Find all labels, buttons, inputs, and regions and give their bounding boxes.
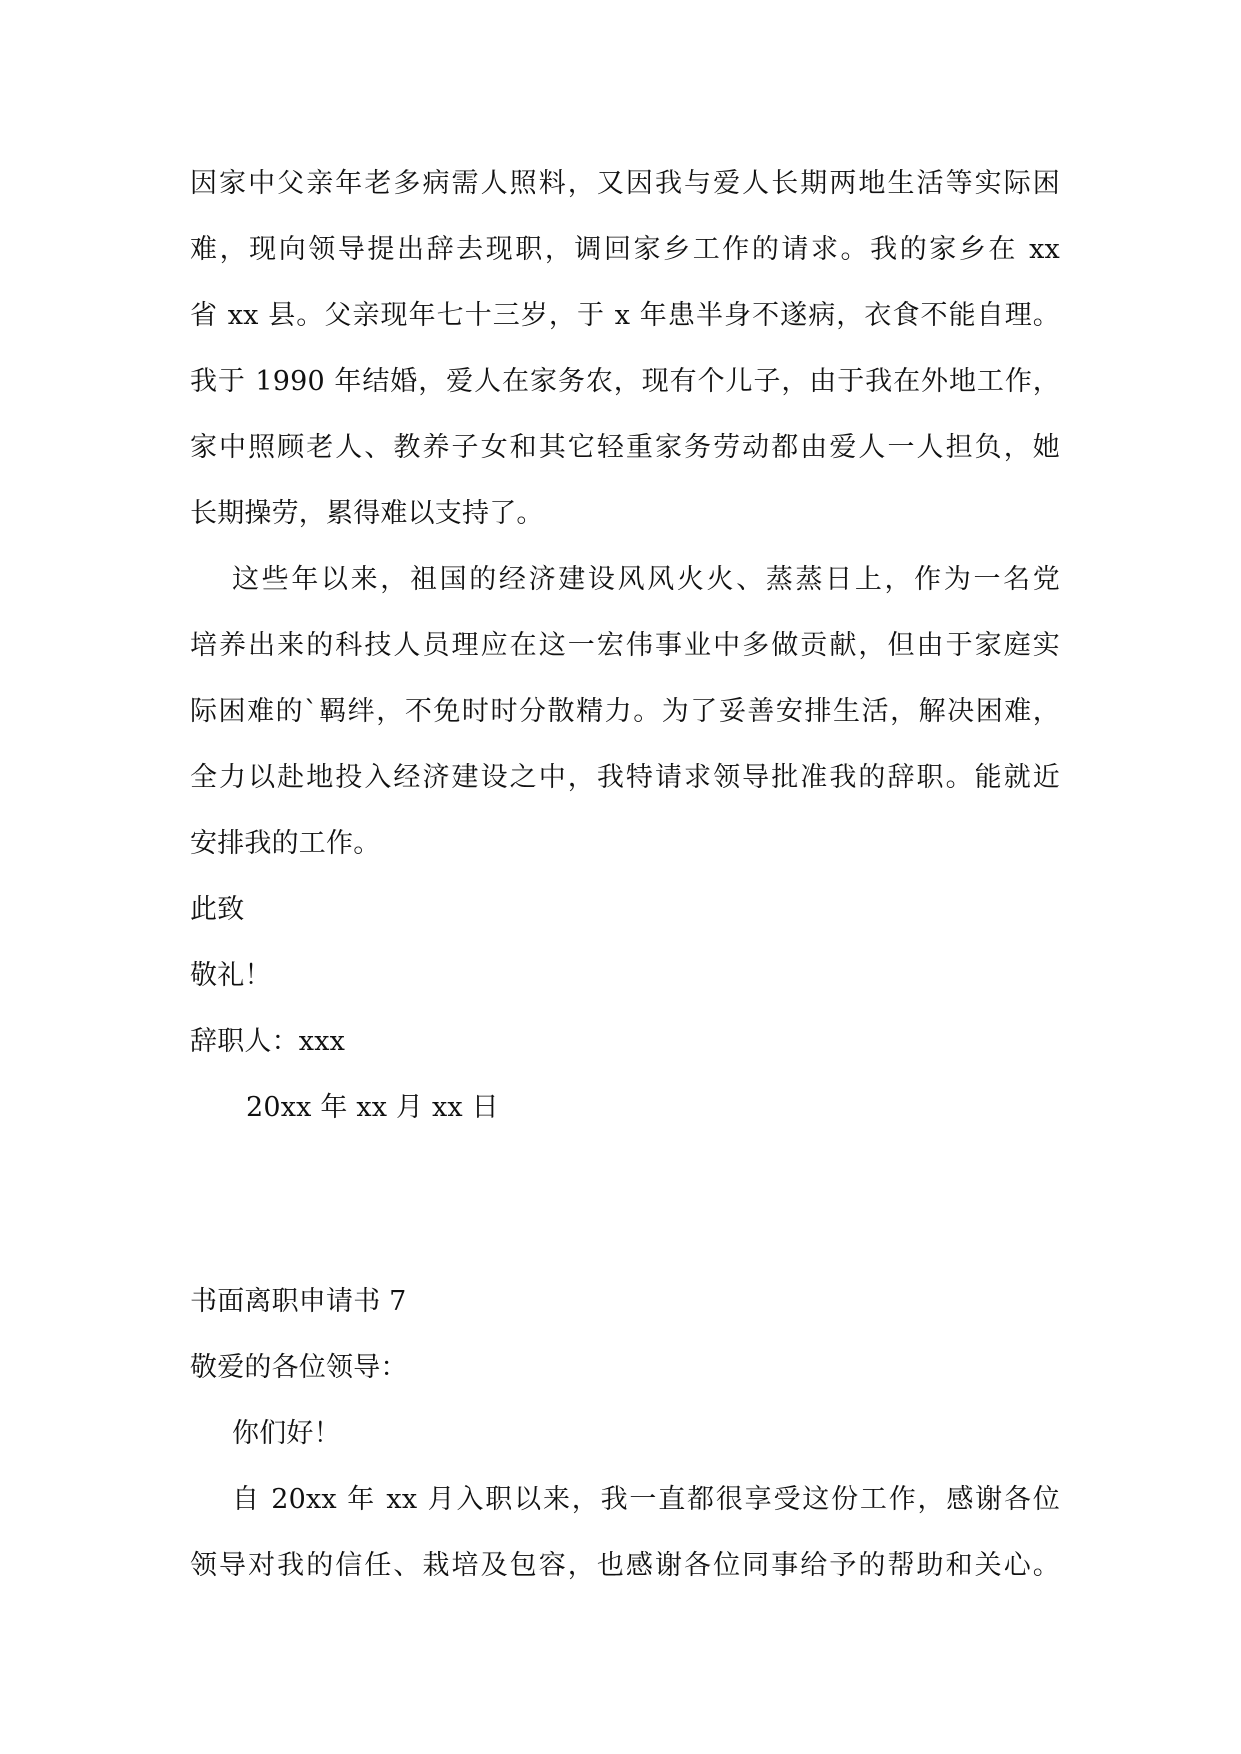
paragraph-2-line-5: 安排我的工作。 [190, 828, 381, 859]
paragraph-1-line-2: 难，现向领导提出辞去现职，调回家乡工作的请求。我的家乡在 xx [190, 234, 1060, 265]
closing-text: 此致 [190, 894, 245, 925]
paragraph-2-line-1: 这些年以来，祖国的经济建设风风火火、蒸蒸日上，作为一名党 [232, 564, 1060, 595]
paragraph-3-line-2: 领导对我的信任、栽培及包容，也感谢各位同事给予的帮助和关心。 [190, 1550, 1060, 1581]
paragraph-1-line-1: 因家中父亲年老多病需人照料，又因我与爱人长期两地生活等实际困 [190, 168, 1060, 199]
paragraph-1-line-5: 家中照顾老人、教养子女和其它轻重家务劳动都由爱人一人担负，她 [190, 432, 1060, 463]
signer-text: 辞职人：xxx [190, 1026, 346, 1057]
paragraph-1-line-4: 我于 1990 年结婚，爱人在家务农，现有个儿子，由于我在外地工作， [190, 366, 1060, 397]
greeting-text: 敬爱的各位领导： [190, 1352, 408, 1383]
section-title: 书面离职申请书 7 [190, 1286, 407, 1317]
paragraph-2-line-4: 全力以赴地投入经济建设之中，我特请求领导批准我的辞职。能就近 [190, 762, 1060, 793]
paragraph-2-line-2: 培养出来的科技人员理应在这一宏伟事业中多做贡献，但由于家庭实 [190, 630, 1060, 661]
paragraph-2-line-3: 际困难的`羁绊，不免时时分散精力。为了妥善安排生活，解决困难， [190, 696, 1060, 727]
paragraph-1-line-3: 省 xx 县。父亲现年七十三岁，于 x 年患半身不遂病，衣食不能自理。 [190, 300, 1060, 331]
salute-text: 敬礼！ [190, 960, 272, 991]
paragraph-1-line-6: 长期操劳，累得难以支持了。 [190, 498, 544, 529]
date-text: 20xx 年 xx 月 xx 日 [246, 1092, 499, 1123]
hello-text: 你们好！ [232, 1418, 341, 1449]
paragraph-3-line-1: 自 20xx 年 xx 月入职以来，我一直都很享受这份工作，感谢各位 [232, 1484, 1060, 1515]
